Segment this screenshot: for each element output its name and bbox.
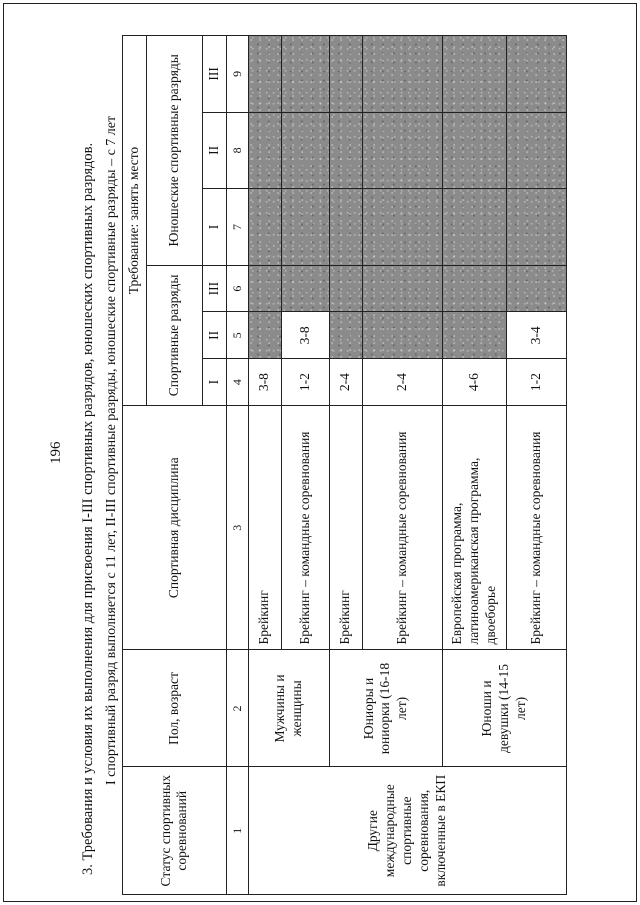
status-cell: Другие международные спортивные соревнования, включенные в ЕКП [248,767,566,895]
header-sex-age: Пол, возраст [123,650,227,767]
shaded-cell [362,36,442,113]
header-youth-1: I [203,189,227,266]
sex-age-cell: Юноши и девушки (14-15 лет) [442,650,566,767]
shaded-cell [329,189,362,266]
rank-1-value: 1-2 [506,359,566,406]
column-number: 1 [226,767,248,895]
shaded-cell [442,36,506,113]
section-heading: 3. Требования и условия их выполнения для присвоения I-III спортивных разрядов, юношеских спортивных разрядов. [80,142,96,875]
column-number: 5 [226,312,248,359]
shaded-cell [329,265,362,312]
header-youth-3: III [203,36,227,113]
rank-1-value: 2-4 [362,359,442,406]
shaded-cell [362,312,442,359]
column-number: 8 [226,112,248,189]
shaded-cell [362,189,442,266]
shaded-cell [442,189,506,266]
column-number: 4 [226,359,248,406]
rank-1-value: 3-8 [248,359,281,406]
column-number: 7 [226,189,248,266]
page-number: 196 [48,441,64,464]
discipline-cell: Брейкинг – командные соревнования [281,406,329,651]
header-youth-2: II [203,112,227,189]
header-youth-ranks: Юношеские спортивные разряды [147,36,203,266]
column-number: 2 [226,650,248,767]
shaded-cell [506,36,566,113]
shaded-cell [362,265,442,312]
shaded-cell [281,189,329,266]
rank-1-value: 1-2 [281,359,329,406]
discipline-cell: Брейкинг – командные соревнования [362,406,442,651]
shaded-cell [248,112,281,189]
column-number: 9 [226,36,248,113]
shaded-cell [506,112,566,189]
discipline-cell: Брейкинг [248,406,281,651]
header-rank-1: I [203,359,227,406]
shaded-cell [506,189,566,266]
column-number: 3 [226,406,248,651]
rank-2-value: 3-8 [281,312,329,359]
shaded-cell [506,265,566,312]
shaded-cell [281,36,329,113]
shaded-cell [442,265,506,312]
header-sport-ranks: Спортивные разряды [147,265,203,405]
column-number: 6 [226,265,248,312]
discipline-cell: Брейкинг [329,406,362,651]
discipline-cell: Европейская программа, латиноамериканская программа, двоеборье [442,406,506,651]
header-requirement: Требование: занять место [123,36,147,406]
shaded-cell [248,312,281,359]
shaded-cell [329,312,362,359]
shaded-cell [442,112,506,189]
shaded-cell [442,312,506,359]
shaded-cell [281,265,329,312]
shaded-cell [248,265,281,312]
rank-1-value: 2-4 [329,359,362,406]
requirements-table [122,35,567,895]
shaded-cell [329,36,362,113]
header-rank-2: II [203,312,227,359]
shaded-cell [281,112,329,189]
rank-1-value: 4-6 [442,359,506,406]
rank-2-value: 3-4 [506,312,566,359]
sex-age-cell: Мужчины и женщины [248,650,329,767]
header-status: Статус спортивных соревнований [123,767,227,895]
shaded-cell [248,36,281,113]
shaded-cell [362,112,442,189]
section-subheading: I спортивный разряд выполняется с 11 лет, II-III спортивные разряды, юношеские спортивные разряды – с 7 лет [104,115,119,785]
shaded-cell [329,112,362,189]
shaded-cell [248,189,281,266]
sex-age-cell: Юниоры и юниорки (16-18 лет) [329,650,442,767]
discipline-cell: Брейкинг – командные соревнования [506,406,566,651]
header-discipline: Спортивная дисциплина [123,406,227,651]
header-rank-3: III [203,265,227,312]
